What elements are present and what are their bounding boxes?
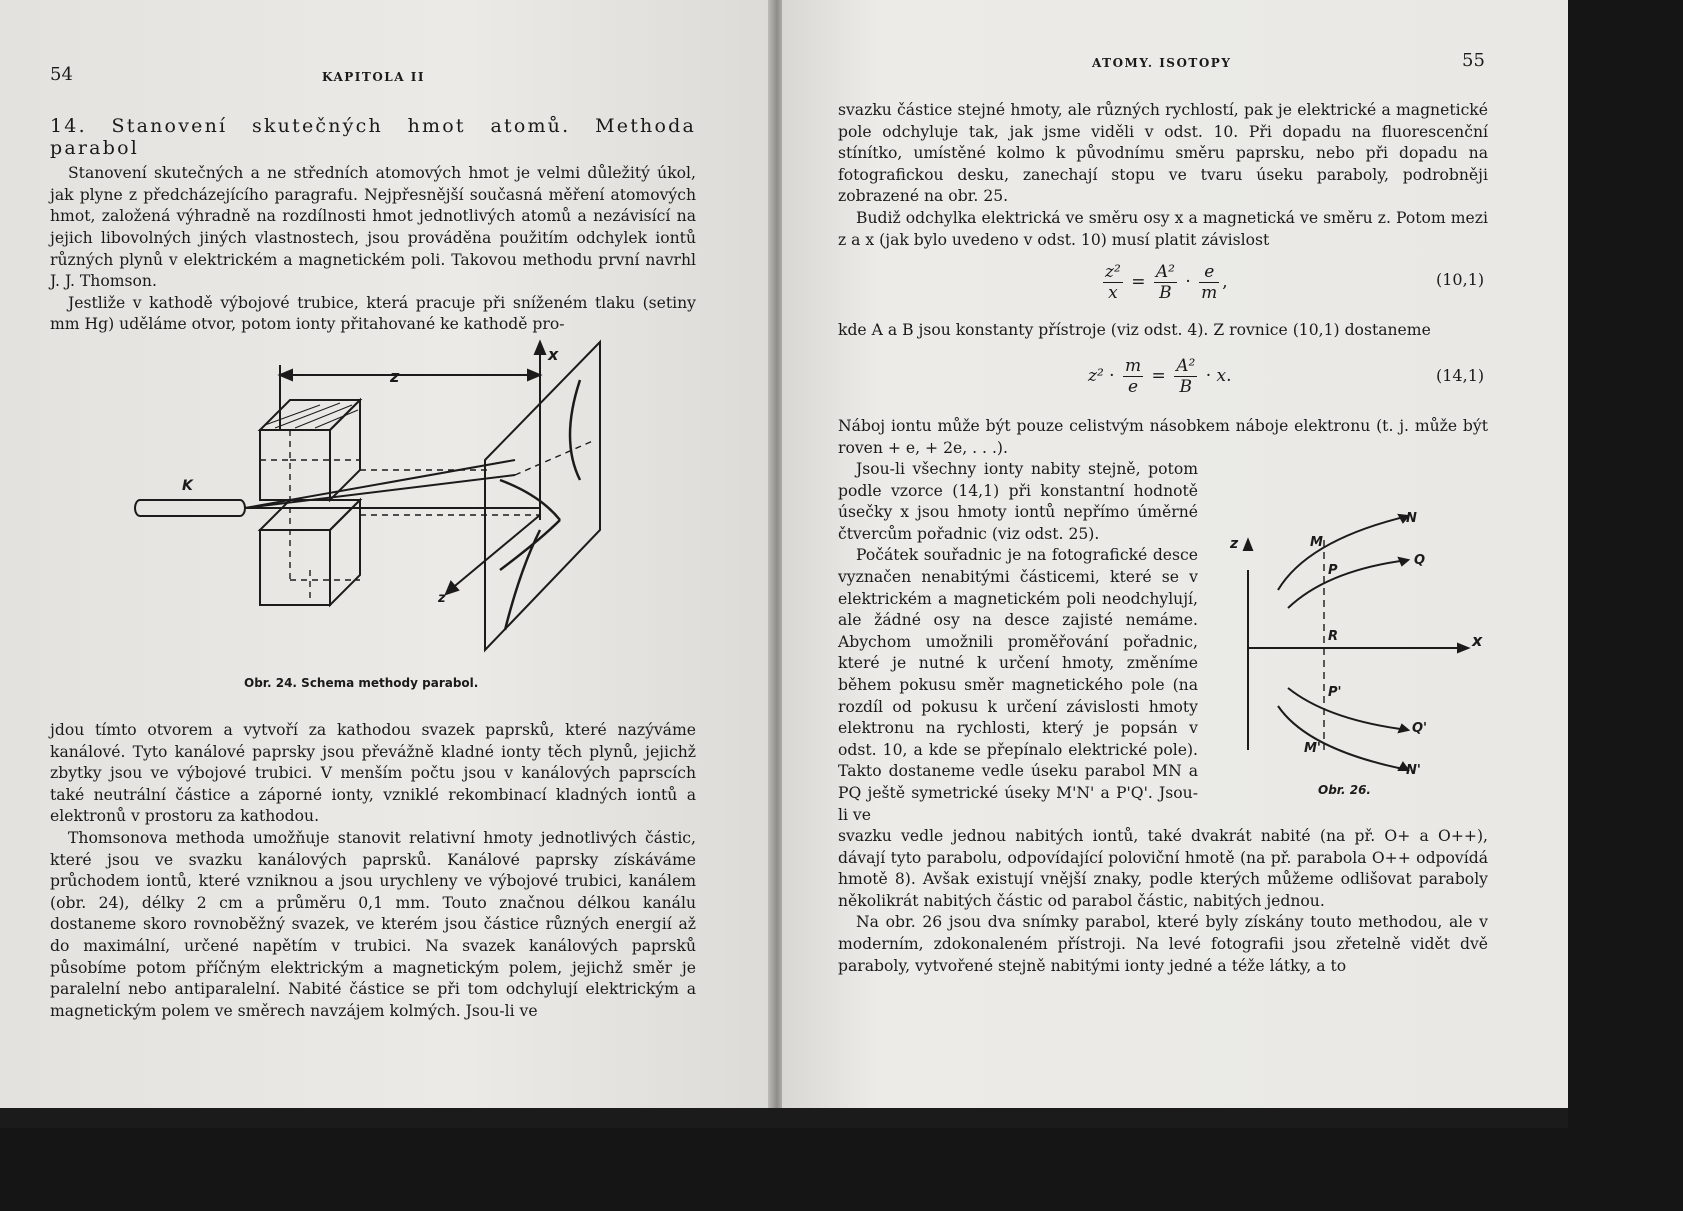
paragraph: Jestliže v kathodě výbojové trubice, která pracuje při sníženém tlaku (setiny mm Hg) uděláme otvor, potom ionty přitahované ke kathodě pro-	[50, 293, 696, 334]
parabola-lower	[500, 520, 560, 570]
parabola-coordinates-figure	[1228, 500, 1488, 800]
paragraph: Budiž odchylka elektrická ve směru osy x a magnetická ve směru z. Potom mezi z a x (jak bylo uvedeno v odst. 10) musí platit závislost	[838, 208, 1488, 249]
paragraph: svazku částice stejné hmoty, ale různých rychlostí, pak je elektrické a magnetické pole odchyluje tak, jak jsme viděli v odst. 10. Při dopadu na fluorescenční stínítko, umístěné kolmo k původnímu směru paprsku, nebo při dopadu na fotografickou desku, zanechají stopu ve tvaru úseku paraboly, podrobněji zobrazené na obr. 25.	[838, 101, 1488, 206]
figure-caption: Obr. 24. Schema methody parabol.	[244, 676, 479, 690]
z-arrow-icon	[1244, 540, 1252, 550]
text-block-top	[838, 100, 1488, 251]
equation-10-1: $\frac{\text{z²}}{x}$ = $\frac{\text{A²}}{B}$ · $\frac{e}{m}$ ,	[1105, 262, 1228, 303]
x-axis-arrow-icon	[535, 342, 545, 354]
text-column-narrow	[838, 459, 1198, 826]
text-block-bottom	[50, 720, 696, 1022]
scan-background	[0, 1108, 1568, 1128]
paragraph: jdou tímto otvorem a vytvoří za kathodou svazek paprsků, které nazýváme kanálové. Tyto kanálové paprsky jsou převážně kladné ionty těch plynů, jejichž zbytky jsou ve výbojové trubici. V menším počtu jsou v kanálových paprscích také neutrální částice a záporné ionty, vzniklé rekombinací kladných iontů a elektronů v prostoru za kathodou.	[50, 721, 696, 826]
right-page	[782, 0, 1568, 1108]
label-n: N	[1406, 511, 1417, 526]
label-z: z	[1230, 536, 1239, 552]
parabola-pq	[1288, 560, 1408, 608]
running-head: ATOMY. ISOTOPY	[1092, 56, 1232, 70]
page-number: 54	[50, 64, 73, 85]
paragraph: kde A a B jsou konstanty přístroje (viz odst. 4). Z rovnice (10,1) dostaneme	[838, 321, 1431, 339]
running-head: KAPITOLA II	[322, 70, 425, 84]
text-block-middle	[838, 416, 1488, 459]
paragraph: Na obr. 26 jsou dva snímky parabol, které byly získány touto methodou, ale v moderním, zdokonaleném přístroji. Na levé fotografii jsou zřetelně vidět dvě paraboly, vytvořené stejně nabitými ionty jedné a téže látky, a to	[838, 913, 1488, 975]
text-line	[838, 320, 1488, 342]
section-heading: 14. Stanovení skutečných hmot atomů. Methoda parabol	[50, 115, 696, 159]
parabola-pq-prime	[1288, 688, 1408, 730]
left-page	[0, 0, 772, 1108]
label-q: Q	[1414, 553, 1426, 568]
paragraph: Stanovení skutečných a ne středních atomových hmot je velmi důležitý úkol, jak plyne z předcházejícího paragrafu. Nejpřesnější současná měření atomových hmot, založená výhradně na rozdílnosti hmot jednotlivých atomů a nezávisící na jejich libovolných jiných vlastnostech, jsou prováděna použitím odchylek iontů různých plynů v elektrickém a magnetickém poli. Takovou methodu první navrhl J. J. Thomson.	[50, 164, 696, 291]
parabola-method-schema	[120, 330, 620, 675]
arrow-left-icon	[280, 370, 292, 380]
label-k: K	[182, 478, 193, 494]
paragraph: Počátek souřadnic je na fotografické desce vyznačen nenabitými částicemi, které se v elektrickém a magnetickém poli neodchylují, ale žádné osy na desce zajisté nemáme. Abychom umožnili proměřování pořadnic, které je nutné k určení hmoty, změníme během pokusu směr magnetického pole (na rozdíl od pokusu k určení závislosti hmoty elektronu na rychlosti, který je popsán v odst. 10, a kde se přepínalo elektrické pole). Takto dostaneme vedle úseku parabol MN a PQ ještě symetrické úseky M'N' a P'Q'. Jsou-li ve	[838, 546, 1198, 824]
text-block-bottom	[838, 826, 1488, 977]
label-x: x	[548, 345, 559, 364]
label-m: M	[1310, 535, 1323, 550]
page-number: 55	[1462, 50, 1485, 71]
equation-14-1: z² · $\frac{m}{e}$ = $\frac{\text{A²}}{B}$ · x.	[1088, 356, 1232, 397]
label-p-prime: P'	[1328, 685, 1342, 700]
paragraph: Náboj iontu může být pouze celistvým násobkem náboje elektronu (t. j. může být roven + e, + 2e, . . .).	[838, 417, 1488, 457]
label-x: x	[1472, 631, 1483, 650]
label-r: R	[1328, 629, 1339, 644]
parabola-mn	[1278, 516, 1408, 590]
figure-caption: Obr. 26.	[1318, 783, 1371, 797]
paragraph: svazku vedle jednou nabitých iontů, také dvakrát nabité (na př. O+ a O++), dávají tyto parabolu, odpovídající poloviční hmotě (na př. parabola O++ odpovídá hmotě 8). Avšak existují vnější znaky, podle kterých můžeme odlišovat paraboly několikrát nabitých částic od parabol částic, nabitých jednou.	[838, 827, 1488, 910]
upper-block-front	[260, 430, 330, 500]
paragraph: Thomsonova methoda umožňuje stanovit relativní hmoty jednotlivých částic, které jsou ve svazku kanálových paprsků. Kanálové paprsky získáváme průchodem iontů, které vzniknou a jsou urychleny ve výbojové trubici, kanálem (obr. 24), délky 2 cm a průměru 0,1 mm. Touto značnou délkou kanálu dostaneme skoro rovnoběžný svazek, ve kterém jsou částice různých energií až do maximální, určené napětím v trubici. Na svazek kanálových paprsků působíme potom příčným elektrickým a magnetickým polem, jejichž směr je paralelní nebo antiparalelní. Nabité částice se při tom odchylují elektrickým a magnetickým polem ve směrech navzájem kolmých. Jsou-li ve	[50, 828, 696, 1020]
label-z-bottom: z	[438, 591, 446, 606]
lower-block-front	[260, 530, 330, 605]
text-block-top	[50, 116, 696, 336]
paragraph: Jsou-li všechny ionty nabity stejně, potom podle vzorce (14,1) při konstantní hodnotě úsečky x jsou hmoty iontů nepřímo úměrné čtvercům pořadnic (viz odst. 25).	[838, 460, 1198, 543]
x-arrow-icon	[1458, 644, 1468, 652]
equation-number: (10,1)	[1436, 270, 1485, 289]
label-q-prime: Q'	[1412, 721, 1428, 736]
parabola-upper	[570, 380, 580, 480]
arrow-right-icon	[528, 370, 540, 380]
label-z-top: z	[390, 367, 400, 386]
label-p: P	[1328, 563, 1338, 578]
equation-number: (14,1)	[1436, 366, 1485, 385]
screen-plane	[485, 342, 600, 650]
label-n-prime: N'	[1406, 763, 1421, 778]
label-m-prime: M'	[1304, 741, 1321, 756]
